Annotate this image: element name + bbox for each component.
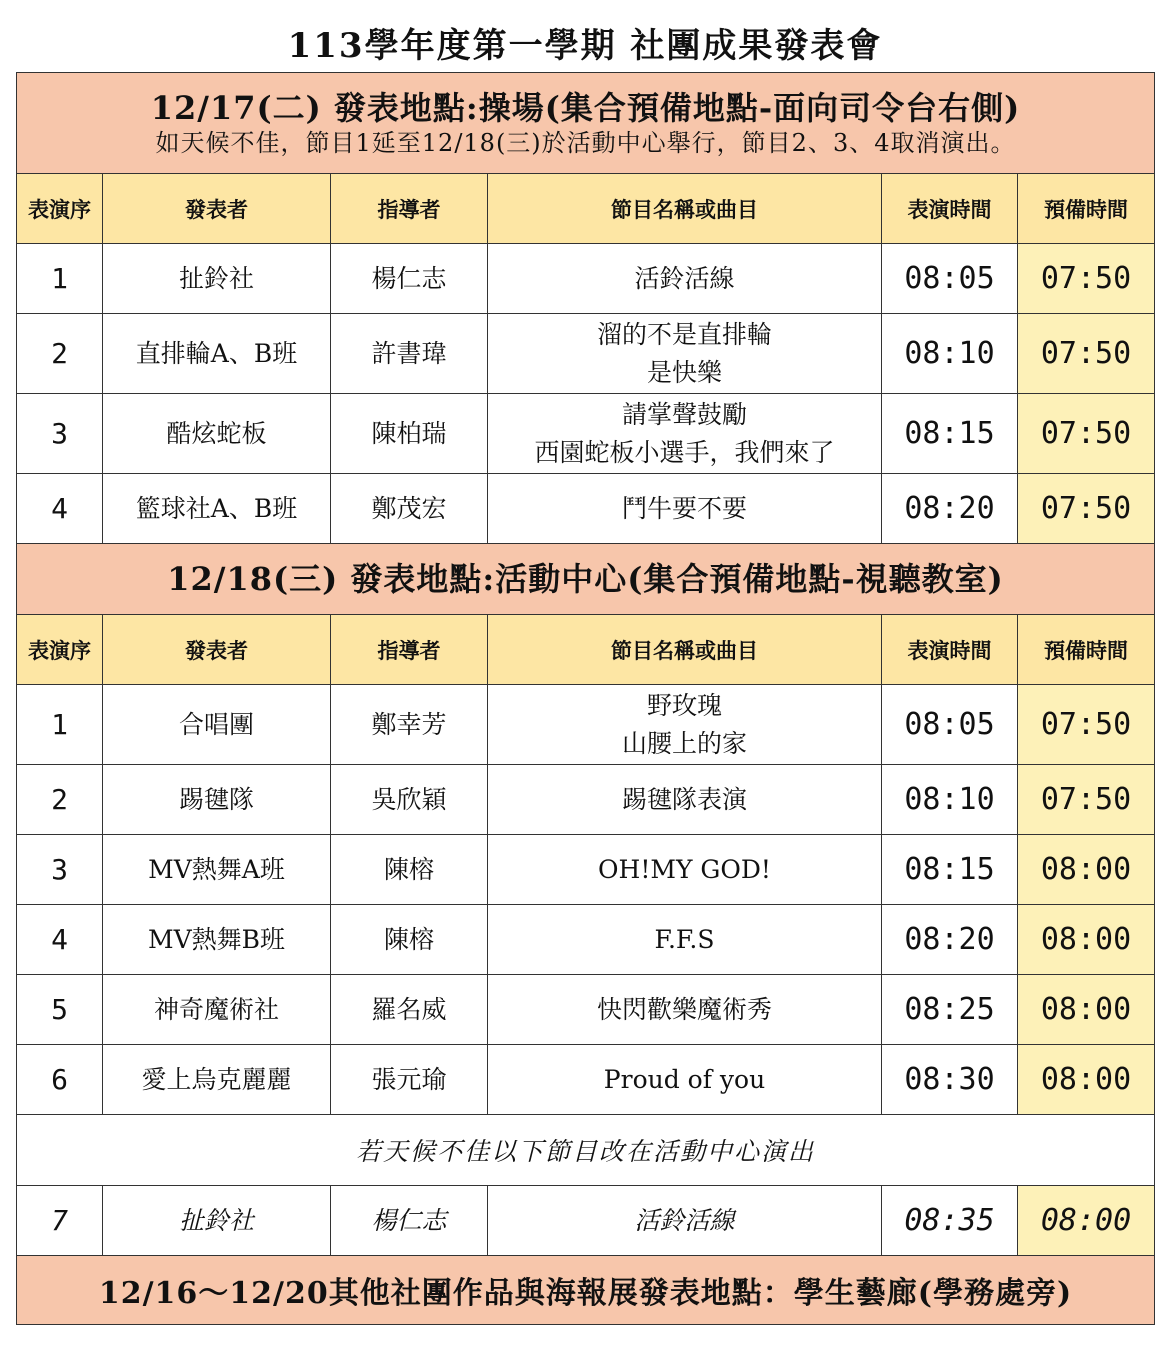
table-row <box>17 975 1155 1045</box>
cell-performer: MV熱舞A班 <box>103 835 331 905</box>
cell-director: 陳榕 <box>331 835 488 905</box>
cell-director: 羅名威 <box>331 975 488 1045</box>
cell-time: 08:05 <box>882 685 1018 765</box>
cell-director: 陳柏瑞 <box>331 394 488 474</box>
cell-time: 08:20 <box>882 905 1018 975</box>
cell-time: 08:35 <box>882 1186 1018 1256</box>
cell-program: 溜的不是直排輪 是快樂 <box>488 314 882 394</box>
cell-performer: 酷炫蛇板 <box>103 394 331 474</box>
col-header-time: 表演時間 <box>882 615 1018 685</box>
table-row <box>17 314 1155 394</box>
cell-director: 許書瑋 <box>331 314 488 394</box>
col-header-program: 節目名稱或曲目 <box>488 174 882 244</box>
cell-program: F.F.S <box>488 905 882 975</box>
table-row <box>17 394 1155 474</box>
table-row <box>17 685 1155 765</box>
section1-column-headers <box>17 174 1155 244</box>
cell-program: 快閃歡樂魔術秀 <box>488 975 882 1045</box>
cell-director: 楊仁志 <box>331 1186 488 1256</box>
table-row <box>17 835 1155 905</box>
cell-program: 請掌聲鼓勵 西園蛇板小選手，我們來了 <box>488 394 882 474</box>
cell-time: 08:10 <box>882 314 1018 394</box>
cell-program: Proud of you <box>488 1045 882 1115</box>
cell-prep: 07:50 <box>1018 474 1155 544</box>
weather-note-row <box>17 1115 1155 1186</box>
cell-performer: 神奇魔術社 <box>103 975 331 1045</box>
table-row <box>17 1045 1155 1115</box>
cell-performer: MV熱舞B班 <box>103 905 331 975</box>
cell-order: 6 <box>17 1045 103 1115</box>
cell-director: 鄭茂宏 <box>331 474 488 544</box>
cell-prep: 08:00 <box>1018 1045 1155 1115</box>
cell-director: 鄭幸芳 <box>331 685 488 765</box>
cell-order: 2 <box>17 314 103 394</box>
cell-time: 08:05 <box>882 244 1018 314</box>
cell-time: 08:30 <box>882 1045 1018 1115</box>
cell-program: 鬥牛要不要 <box>488 474 882 544</box>
section1-heading: 12/17(二) 發表地點:操場(集合預備地點-面向司令台右側) <box>150 89 1021 127</box>
cell-performer: 直排輪A、B班 <box>103 314 331 394</box>
col-header-program: 節目名稱或曲目 <box>488 615 882 685</box>
cell-performer: 籃球社A、B班 <box>103 474 331 544</box>
cell-performer: 愛上烏克麗麗 <box>103 1045 331 1115</box>
table-row <box>17 244 1155 314</box>
cell-program: 踢毽隊表演 <box>488 765 882 835</box>
schedule-table <box>16 72 1155 1325</box>
cell-prep: 07:50 <box>1018 244 1155 314</box>
cell-prep: 08:00 <box>1018 905 1155 975</box>
cell-prep: 08:00 <box>1018 1186 1155 1256</box>
table-row <box>17 765 1155 835</box>
cell-order: 5 <box>17 975 103 1045</box>
cell-time: 08:10 <box>882 765 1018 835</box>
cell-program: 活鈴活線 <box>488 1186 882 1256</box>
table-row <box>17 474 1155 544</box>
cell-performer: 踢毽隊 <box>103 765 331 835</box>
section2-column-headers <box>17 615 1155 685</box>
table-row <box>17 905 1155 975</box>
page-title: 113學年度第一學期 社團成果發表會 <box>287 26 883 66</box>
cell-order: 4 <box>17 905 103 975</box>
col-header-performer: 發表者 <box>103 174 331 244</box>
col-header-performer: 發表者 <box>103 615 331 685</box>
section1-note: 如天候不佳，節目1延至12/18(三)於活動中心舉行，節目2、3、4取消演出。 <box>155 129 1016 157</box>
col-header-director: 指導者 <box>331 174 488 244</box>
cell-prep: 07:50 <box>1018 685 1155 765</box>
col-header-time: 表演時間 <box>882 174 1018 244</box>
cell-time: 08:20 <box>882 474 1018 544</box>
section1-header <box>17 73 1155 174</box>
cell-order: 1 <box>17 685 103 765</box>
section2-heading: 12/18(三) 發表地點:活動中心(集合預備地點-視聽教室) <box>167 560 1004 598</box>
cell-order: 3 <box>17 835 103 905</box>
cell-director: 吳欣穎 <box>331 765 488 835</box>
exhibition-footer: 12/16～12/20其他社團作品與海報展發表地點：學生藝廊(學務處旁) <box>17 1256 1155 1325</box>
cell-time: 08:25 <box>882 975 1018 1045</box>
footer-row <box>17 1256 1155 1325</box>
section2-header-row <box>17 544 1155 615</box>
cell-prep: 07:50 <box>1018 394 1155 474</box>
cell-director: 楊仁志 <box>331 244 488 314</box>
col-header-prep: 預備時間 <box>1018 174 1155 244</box>
cell-program: 活鈴活線 <box>488 244 882 314</box>
section2-header <box>17 544 1155 615</box>
cell-order: 3 <box>17 394 103 474</box>
cell-director: 張元瑜 <box>331 1045 488 1115</box>
col-header-prep: 預備時間 <box>1018 615 1155 685</box>
cell-prep: 08:00 <box>1018 835 1155 905</box>
col-header-order: 表演序 <box>17 174 103 244</box>
col-header-director: 指導者 <box>331 615 488 685</box>
col-header-order: 表演序 <box>17 615 103 685</box>
cell-prep: 07:50 <box>1018 314 1155 394</box>
cell-prep: 07:50 <box>1018 765 1155 835</box>
table-row <box>17 1186 1155 1256</box>
cell-program: 野玫瑰 山腰上的家 <box>488 685 882 765</box>
section1-header-row <box>17 73 1155 174</box>
cell-order: 2 <box>17 765 103 835</box>
cell-order: 7 <box>17 1186 103 1256</box>
cell-time: 08:15 <box>882 394 1018 474</box>
cell-program: OH!MY GOD! <box>488 835 882 905</box>
cell-performer: 合唱團 <box>103 685 331 765</box>
cell-performer: 扯鈴社 <box>103 244 331 314</box>
cell-director: 陳榕 <box>331 905 488 975</box>
cell-performer: 扯鈴社 <box>103 1186 331 1256</box>
cell-time: 08:15 <box>882 835 1018 905</box>
cell-order: 1 <box>17 244 103 314</box>
cell-order: 4 <box>17 474 103 544</box>
weather-note: 若天候不佳以下節目改在活動中心演出 <box>17 1115 1155 1186</box>
cell-prep: 08:00 <box>1018 975 1155 1045</box>
